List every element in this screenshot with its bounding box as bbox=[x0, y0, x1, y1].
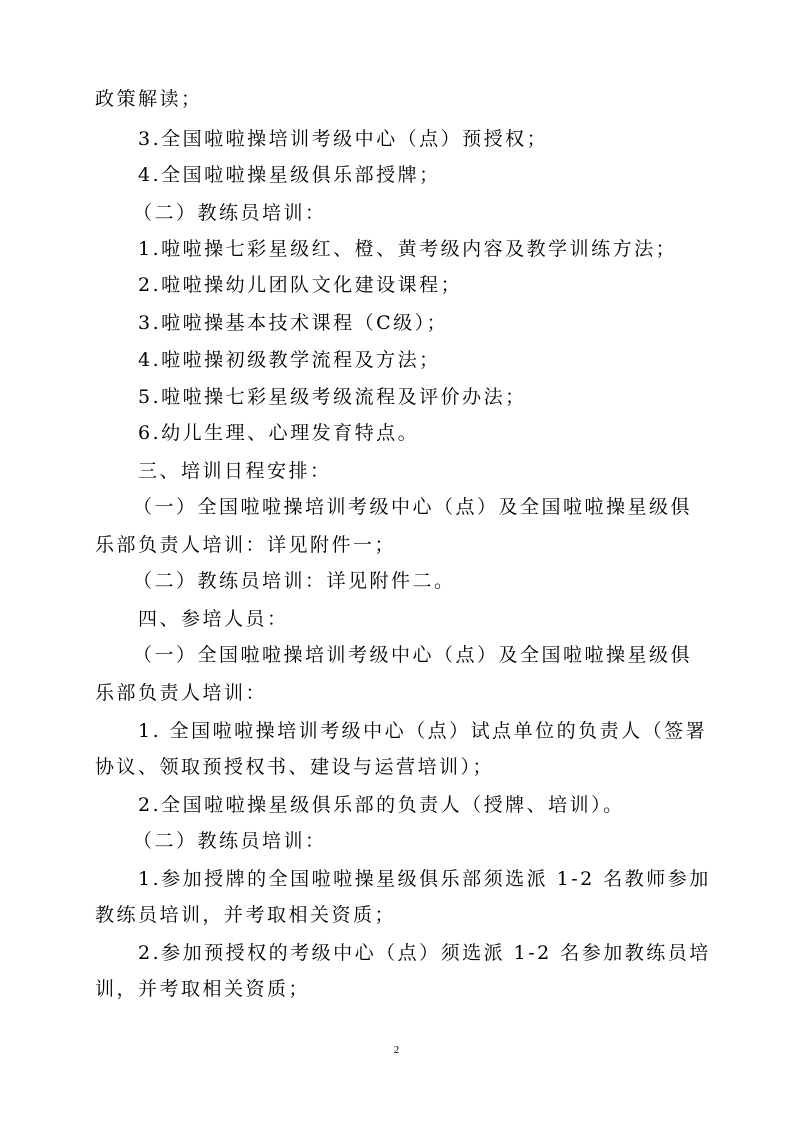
section-heading: （二）教练员培训： bbox=[133, 202, 327, 224]
text-line: 4.啦啦操初级教学流程及方法； bbox=[138, 349, 441, 371]
page-number: 2 bbox=[393, 1044, 400, 1056]
text-line: 2.全国啦啦操星级俱乐部的负责人（授牌、培训）。 bbox=[138, 794, 625, 816]
text-line: 1.参加授牌的全国啦啦操星级俱乐部须选派 1-2 名教师参加 bbox=[138, 868, 711, 890]
text-line: 3.啦啦操基本技术课程（C级）； bbox=[138, 312, 449, 334]
text-line: 教练员培训，并考取相关资质； bbox=[95, 904, 397, 926]
text-line: 4.全国啦啦操星级俱乐部授牌； bbox=[138, 164, 441, 186]
section-heading: 三、培训日程安排： bbox=[138, 460, 332, 482]
text-line: 3.全国啦啦操培训考级中心（点）预授权； bbox=[138, 128, 549, 150]
text-line: 训，并考取相关资质； bbox=[95, 978, 311, 1000]
text-line: 2.参加预授权的考级中心（点）须选派 1-2 名参加教练员培 bbox=[138, 942, 711, 964]
text-line: 协议、领取预授权书、建设与运营培训）； bbox=[95, 756, 495, 778]
text-line: 1.啦啦操七彩星级红、橙、黄考级内容及教学训练方法； bbox=[138, 238, 678, 260]
text-line: （二）教练员培训：详见附件二。 bbox=[133, 570, 456, 592]
text-line: 1. 全国啦啦操培训考级中心（点）试点单位的负责人（签署 bbox=[138, 720, 708, 742]
text-line: 6.幼儿生理、心理发育特点。 bbox=[138, 422, 420, 444]
section-heading: （二）教练员培训： bbox=[133, 830, 327, 852]
section-heading: 四、参培人员： bbox=[138, 608, 289, 630]
text-line: 乐部负责人培训： bbox=[95, 682, 268, 704]
text-line: （一）全国啦啦操培训考级中心（点）及全国啦啦操星级俱 bbox=[133, 496, 693, 518]
text-line: 5.啦啦操七彩星级考级流程及评价办法； bbox=[138, 386, 527, 408]
text-line: （一）全国啦啦操培训考级中心（点）及全国啦啦操星级俱 bbox=[133, 644, 693, 666]
text-line: 乐部负责人培训：详见附件一； bbox=[95, 534, 397, 556]
text-line: 2.啦啦操幼儿团队文化建设课程； bbox=[138, 274, 463, 296]
text-line: 政策解读； bbox=[95, 88, 203, 110]
